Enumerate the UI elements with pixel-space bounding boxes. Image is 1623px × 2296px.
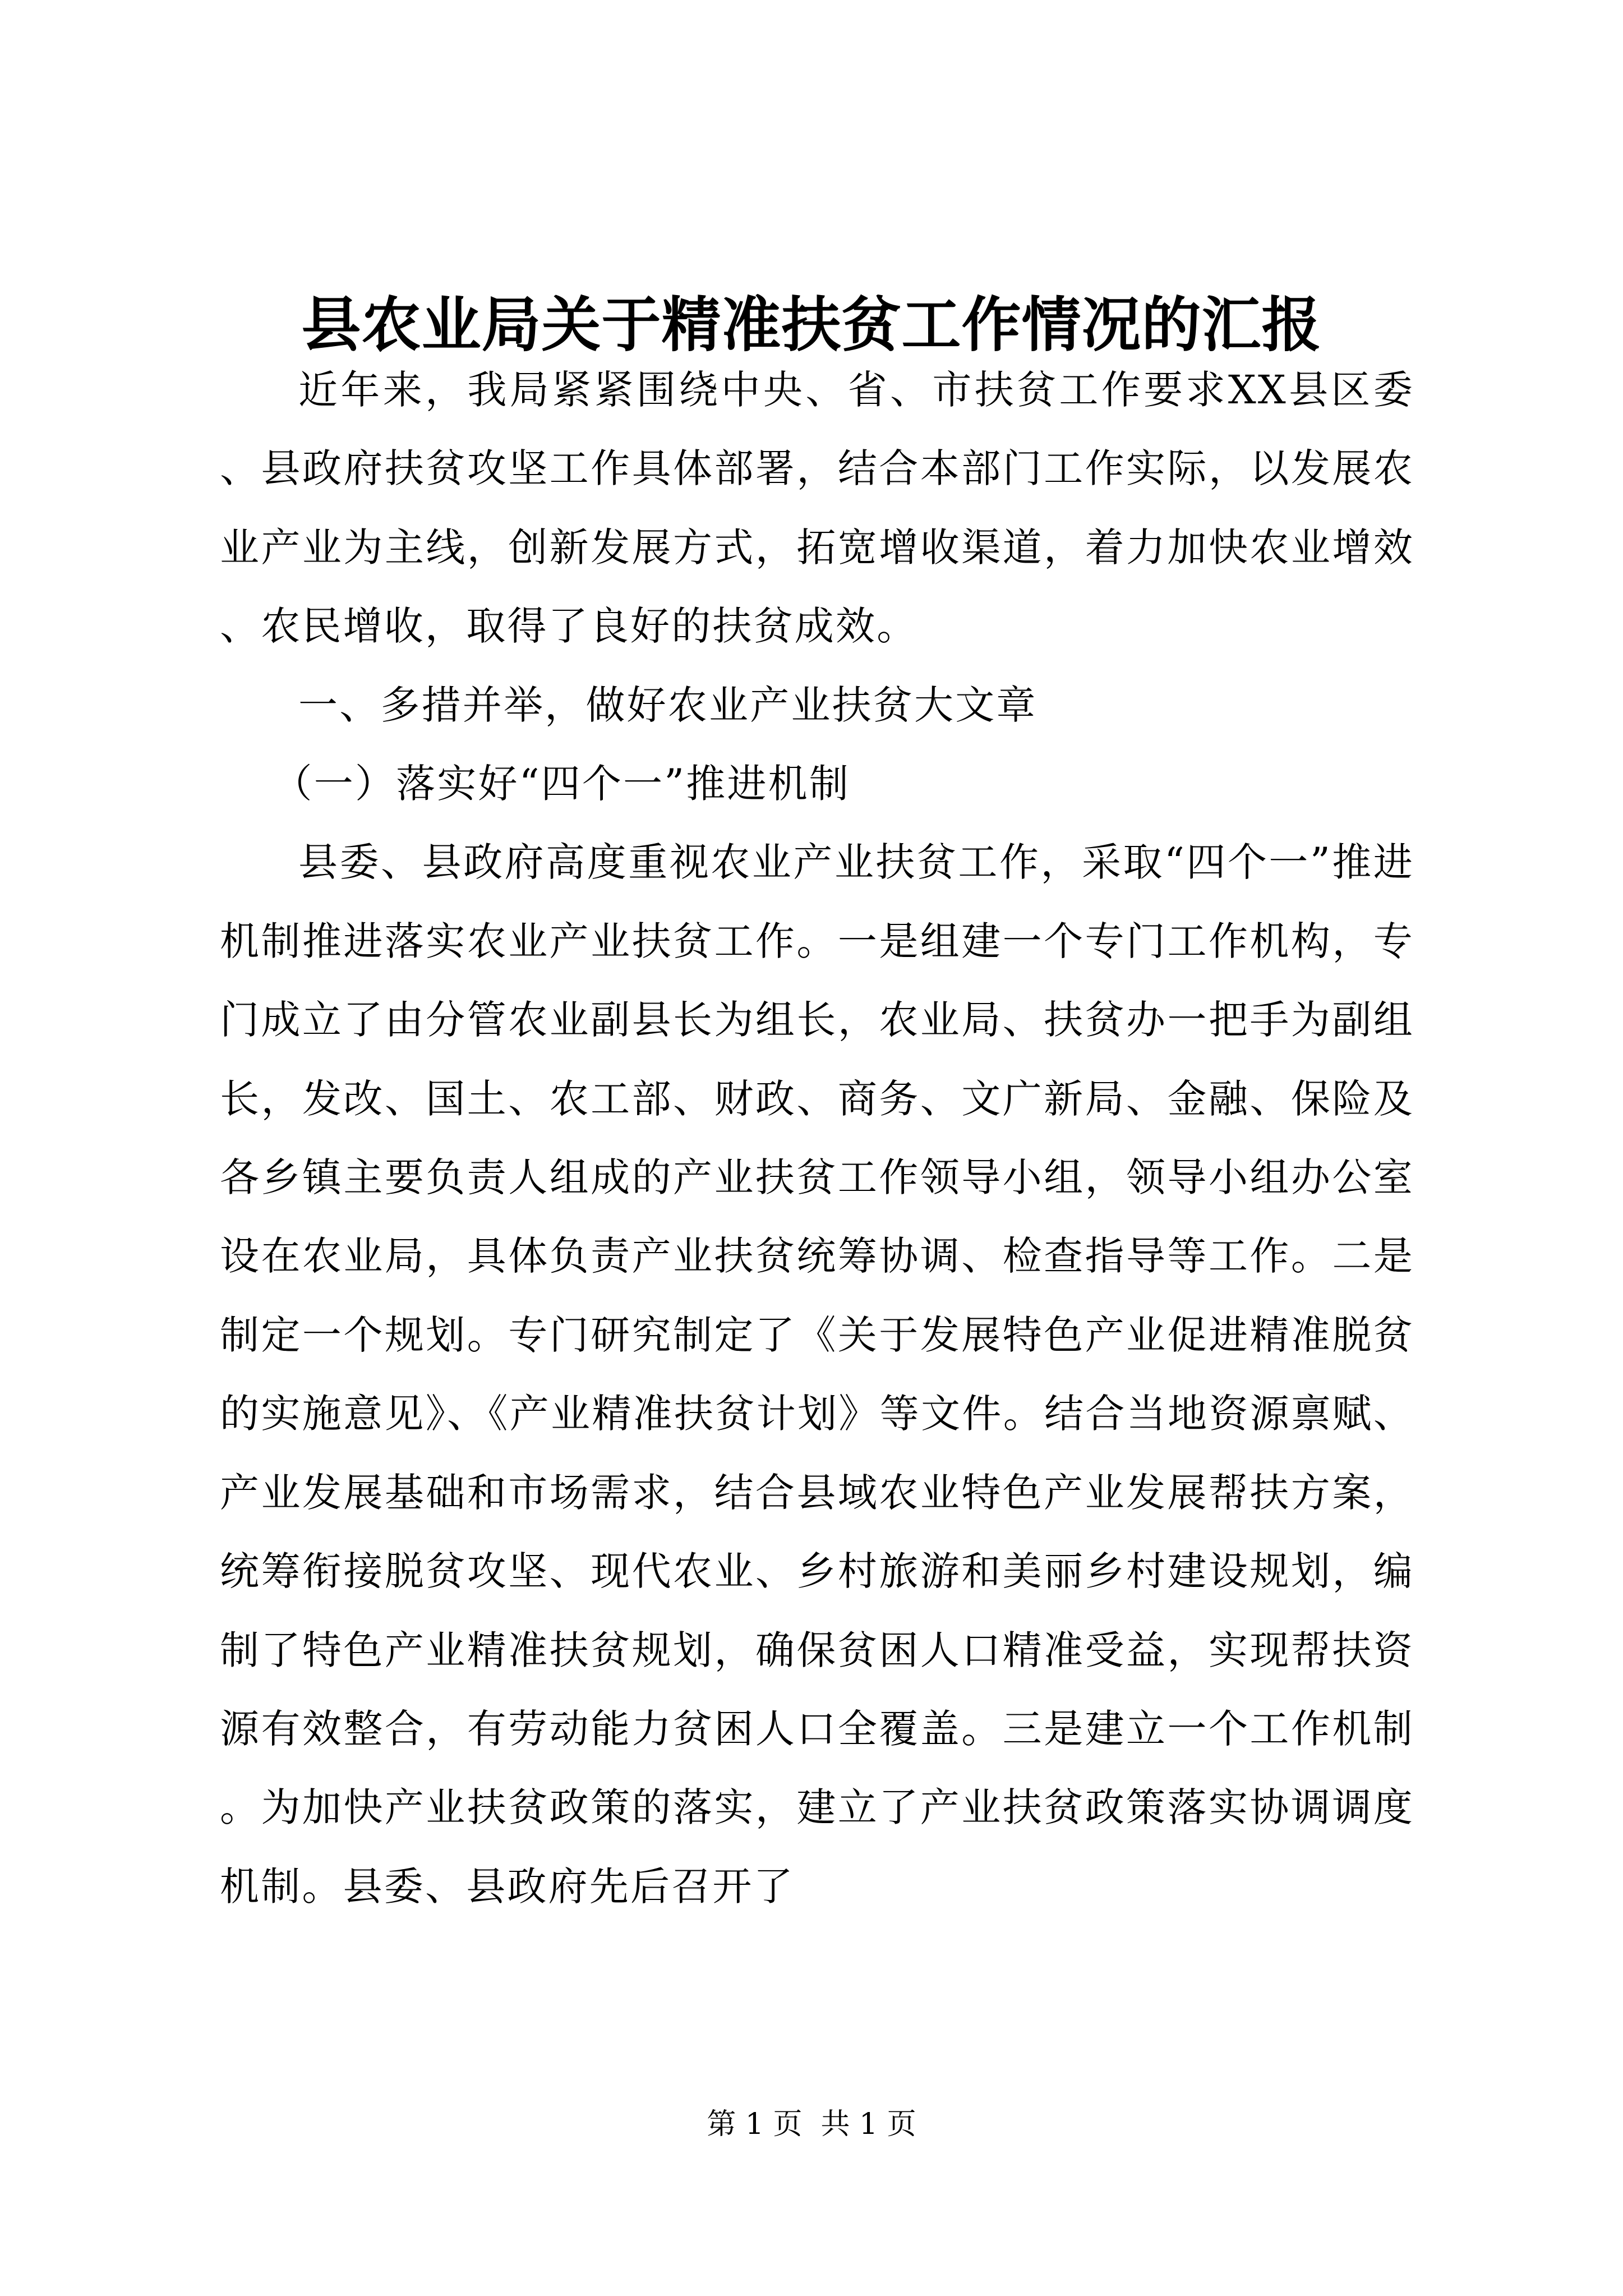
subsection-heading: （一）落实好“四个一”推进机制: [273, 761, 851, 807]
page-number-label: 第 1 页 共 1 页: [707, 2108, 916, 2141]
page-footer: [0, 2105, 1623, 2144]
section-heading: 一、多措并举，做好农业产业扶贫大文章: [298, 682, 1038, 728]
intro-paragraph: 近年来，我局紧紧围绕中央、省、市扶贫工作要求XX县区委、县政府扶贫攻坚工作具体部署，结合本部门工作实际，以发展农业产业为主线，创新发展方式，拓宽增收渠道，着力加快农业增效、农民增收，取得了良好的扶贫成效。: [220, 367, 1414, 650]
body-paragraph: 县委、县政府高度重视农业产业扶贫工作，采取“四个一”推进机制推进落实农业产业扶贫工作。一是组建一个专门工作机构，专门成立了由分管农业副县长为组长，农业局、扶贫办一把手为副组长，发改、国土、农工部、财政、商务、文广新局、金融、保险及各乡镇主要负责人组成的产业扶贫工作领导小组，领导小组办公室设在农业局，具体负责产业扶贫统筹协调、检查指导等工作。二是制定一个规划。专门研究制定了《关于发展特色产业促进精准脱贫的实施意见》、《产业精准扶贫计划》等文件。结合当地资源禀赋、产业发展基础和市场需求，结合县域农业特色产业发展帮扶方案，统筹衔接脱贫攻坚、现代农业、乡村旅游和美丽乡村建设规划，编制了特色产业精准扶贫规划，确保贫困人口精准受益，实现帮扶资源有效整合，有劳动能力贫困人口全覆盖。三是建立一个工作机制。为加快产业扶贫政策的落实，建立了产业扶贫政策落实协调调度机制。县委、县政府先后召开了: [220, 839, 1414, 1910]
document-body: [220, 351, 1414, 1926]
document-title: 县农业局关于精准扶贫工作情况的汇报: [301, 291, 1322, 360]
